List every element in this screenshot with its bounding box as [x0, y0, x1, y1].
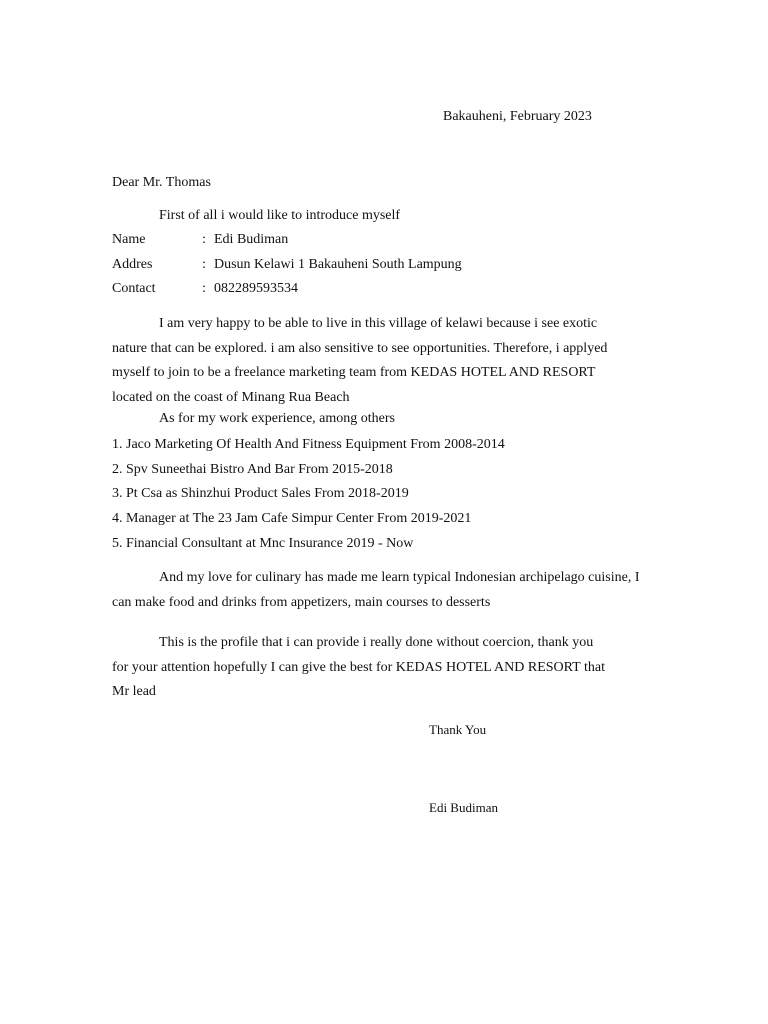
salutation: Dear Mr. Thomas: [112, 175, 211, 190]
intro-line: First of all i would like to introduce myself: [159, 208, 401, 223]
experience-item: 5. Financial Consultant at Mnc Insurance 2019 - Now: [112, 535, 414, 551]
body-paragraph-motivation: I am very happy to be able to live in this village of kelawi because i see exotic nature that can be explored. i am also sensitive to see opportunities. Therefore, i applyed myself to join to be a freelance marketing team from KEDAS HOTEL AND RESORT located on the coast of Minang Rua Beach: [112, 316, 608, 405]
info-separator: :: [202, 257, 206, 272]
info-separator: :: [202, 281, 206, 296]
info-label: Addres: [112, 257, 153, 272]
experience-item: 4. Manager at The 23 Jam Cafe Simpur Center From 2019-2021: [112, 511, 472, 527]
info-value: 082289593534: [214, 281, 298, 296]
experience-item: 1. Jaco Marketing Of Health And Fitness Equipment From 2008-2014: [112, 437, 505, 452]
place-date: Bakauheni, February 2023: [443, 109, 592, 124]
closing-remark: Thank You: [429, 722, 487, 737]
info-separator: :: [202, 232, 206, 247]
info-value: Edi Budiman: [214, 232, 289, 247]
signature-name: Edi Budiman: [429, 800, 498, 815]
experience-item: 3. Pt Csa as Shinzhui Product Sales From 2018-2019: [112, 486, 409, 502]
experience-list: [112, 435, 505, 558]
body-paragraph-closing: This is the profile that i can provide i really done without coercion, thank you for your attention hopefully I can give the best for KEDAS HOTEL AND RESORT that Mr lead: [112, 635, 605, 699]
info-label: Contact: [112, 281, 156, 296]
info-value: Dusun Kelawi 1 Bakauheni South Lampung: [214, 257, 462, 272]
experience-intro: As for my work experience, among others: [159, 411, 395, 426]
info-label: Name: [112, 232, 146, 247]
body-paragraph-culinary: And my love for culinary has made me learn typical Indonesian archipelago cuisine, I can make food and drinks from appetizers, main courses to desserts: [112, 570, 640, 610]
experience-item: 2. Spv Suneethai Bistro And Bar From 2015-2018: [112, 461, 393, 477]
